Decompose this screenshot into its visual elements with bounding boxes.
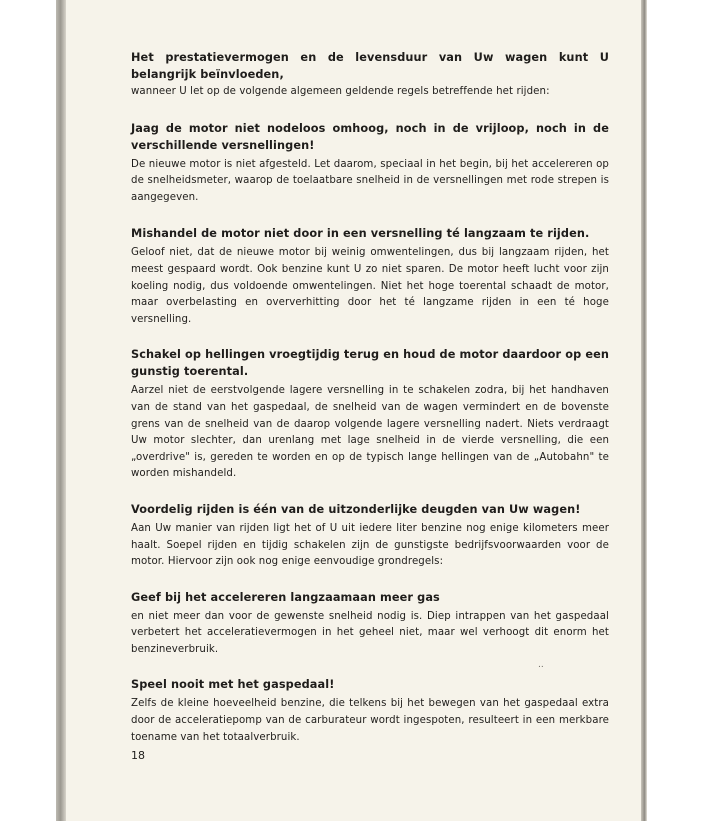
section-accelerate-gently — [131, 589, 609, 659]
margin-mark: .. — [538, 660, 544, 670]
section-body: wanneer U let op de volgende algemeen geldende regels betreffende het rijden: — [131, 86, 550, 97]
section-body: Aan Uw manier van rijden ligt het of U uit iedere liter benzine nog enige kilometers meer haalt. Soepel rijden en tijdig schakelen zijn de gunstigste bedrijfsvoorwaarden voor de motor. Hiervoor zijn ook nog enige eenvoudige grondregels: — [131, 522, 609, 568]
section-economical-driving — [131, 501, 609, 571]
section-body: Zelfs de kleine hoeveelheid benzine, die telkens bij het bewegen van het gaspedaal extra door de acceleratiepomp van de carburateur wordt ingespoten, resulteert in een merkbare toename van het totaalverbruik. — [131, 698, 609, 743]
section-heading: Geef bij het accelereren langzaamaan meer gas — [131, 590, 440, 604]
section-gas-pedal — [131, 676, 609, 746]
section-body: Aarzel niet de eerstvolgende lagere versnelling in te schakelen zodra, bij het handhaven van de stand van het gaspedaal, de snelheid van de wagen vermindert en de bovenste grens van de snelheid van de daarop volgende lagere versnelling nadert. Niets verdraagt Uw motor slechter, dan urenlang met lage snelheid in de vierde versnelling, die een „overdrive" is, gereden te worden en op de typisch lange hellingen van de „Autobahn" te worden mishandeld. — [131, 385, 609, 480]
page-content — [131, 49, 609, 746]
section-heading: Voordelig rijden is één van de uitzonderlijke deugden van Uw wagen! — [131, 502, 581, 516]
section-slow-driving — [131, 225, 609, 328]
section-heading: Het prestatievermogen en de levensduur van Uw wagen kunt U belangrijk beïnvloeden, — [131, 51, 609, 81]
section-heading: Schakel op hellingen vroegtijdig terug en houd de motor daardoor op een gunstig toerental. — [131, 348, 609, 379]
section-downshift-hills — [131, 346, 609, 483]
section-rev-engine — [131, 120, 609, 207]
section-heading: Jaag de motor niet nodeloos omhoog, noch in de vrijloop, noch in de verschillende versnellingen! — [131, 121, 609, 152]
section-body: De nieuwe motor is niet afgesteld. Let daarom, speciaal in het begin, bij het accelereren op de snelheidsmeter, waarop de toelaatbare snelheid in de versnellingen met rode strepen is aangegeven. — [131, 158, 609, 203]
section-body: Geloof niet, dat de nieuwe motor bij weinig omwentelingen, dus bij langzaam rijden, het meest gespaard wordt. Ook benzine kunt U zo niet sparen. De motor heeft lucht voor zijn koeling nodig, dus voldoende omwentelingen. Niet het hoge toerental schaadt de motor, maar overbelasting en oververhitting door het té langzame rijden in een té hoge versnelling. — [131, 247, 609, 325]
page-number: 18 — [131, 749, 145, 762]
section-heading: Speel nooit met het gaspedaal! — [131, 678, 335, 692]
book-edge-right — [641, 0, 647, 821]
section-body: en niet meer dan voor de gewenste snelheid nodig is. Diep intrappen van het gaspedaal verbetert het acceleratievermogen in het geheel niet, maar wel verhoogt dit enorm het benzineverbruik. — [131, 610, 609, 655]
section-intro — [131, 49, 609, 101]
book-gutter-left — [56, 0, 66, 821]
section-heading: Mishandel de motor niet door in een versnelling té langzaam te rijden. — [131, 227, 590, 241]
